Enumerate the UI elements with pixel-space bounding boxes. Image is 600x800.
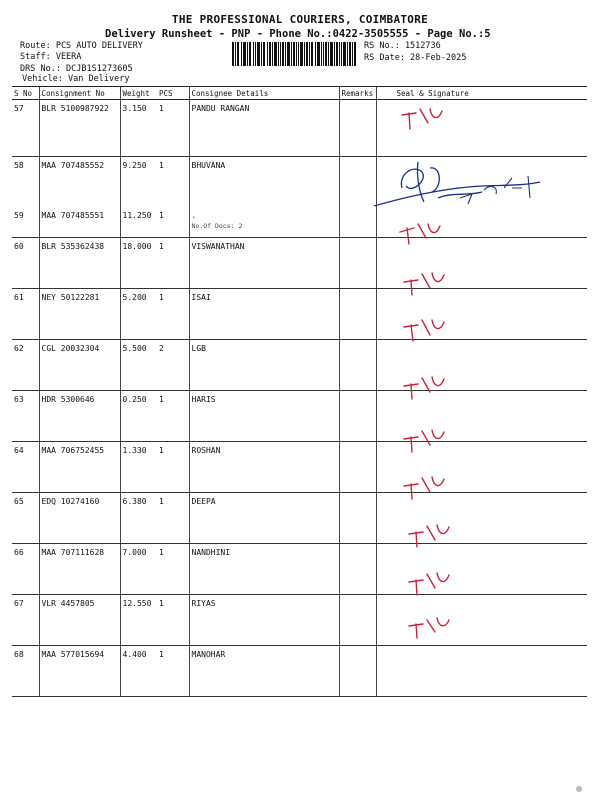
cell-pcs: 1 [157,289,189,340]
cell-consignee: BHUVANA [189,157,339,208]
cell-consignment: MAA 707485551 [39,207,120,238]
col-sno: S No [12,87,39,100]
cell-remarks [339,207,376,238]
cell-pcs: 1 [157,544,189,595]
table-row [12,100,587,157]
table-row [12,289,587,340]
cell-consignment: BLR 535362438 [39,238,120,289]
handwritten-mark [396,218,456,248]
cell-sno: 62 [12,340,39,391]
handwritten-mark [400,268,460,298]
cell-weight: 1.330 [120,442,157,493]
table-row [12,340,587,391]
cell-consignee: HARIS [189,391,339,442]
handwritten-mark [400,372,460,402]
cell-consignee: NANDHINI [189,544,339,595]
route-label: Route: PCS AUTO DELIVERY [20,41,143,51]
table-row [12,391,587,442]
handwritten-mark [400,472,460,502]
cell-consignment: MAA 706752455 [39,442,120,493]
drs-number: DRS No.: DCJB1S1273605 [20,64,133,74]
cell-consignee: MANOHAR [189,646,339,697]
cell-pcs: 1 [157,100,189,157]
table-header-row [12,87,587,100]
cell-weight: 12.550 [120,595,157,646]
runsheet-subtitle: Delivery Runsheet - PNP - Phone No.:0422-3505555 - Page No.:5 [105,28,491,40]
cell-consignee: PANDU RANGAN [189,100,339,157]
cell-sno: 59 [12,207,39,238]
cell-sno: 58 [14,161,24,170]
cell-remarks [339,238,376,289]
cell-pcs: 1 [157,442,189,493]
cell-consignment: MAA 707485552 [39,157,120,208]
cell-remarks [339,289,376,340]
signature [372,158,542,212]
cell-consignee: ROSHAN [189,442,339,493]
cell-remarks [339,646,376,697]
cell-remarks [339,442,376,493]
vehicle-label: Vehicle: Van Delivery [22,74,130,84]
table-row [12,442,587,493]
table-row [12,646,587,697]
cell-consignment: MAA 577015694 [39,646,120,697]
cell-sno: 68 [12,646,39,697]
cell-pcs: 1 [157,646,189,697]
cell-sno: 66 [12,544,39,595]
cell-remarks [339,595,376,646]
cell-sno: 64 [12,442,39,493]
cell-weight: 7.000 [120,544,157,595]
docs-count: No.Of Docs: 2 [191,222,243,230]
cell-remarks [339,100,376,157]
cell-weight: 0.250 [120,391,157,442]
cell-sno: 63 [12,391,39,442]
cell-consignment: HDR 5300646 [39,391,120,442]
cell-pcs: 1 [157,391,189,442]
cell-weight: 5.200 [120,289,157,340]
table-row [12,544,587,595]
cell-consignee: ISAI [189,289,339,340]
handwritten-mark [405,612,465,642]
cell-consignment: CGL 20032304 [39,340,120,391]
cell-consignment: EDQ 10274160 [39,493,120,544]
handwritten-mark [405,568,465,598]
company-title: THE PROFESSIONAL COURIERS, COIMBATORE [171,13,429,26]
col-pcs: PCS [157,87,189,100]
col-remarks: Remarks [339,87,376,100]
handwritten-mark [398,105,458,135]
cell-consignment: BLR 5100987922 [39,100,120,157]
handwritten-mark [400,315,460,345]
staff-label: Staff: VEERA [20,52,82,62]
cell-pcs: 1 [157,238,189,289]
col-weight: Weight [120,87,157,100]
cell-consignee: RIYAS [189,595,339,646]
cell-consignment: VLR 4457805 [39,595,120,646]
cell-sno: 65 [12,493,39,544]
rs-date: RS Date: 28-Feb-2025 [364,53,467,63]
col-consignment: Consignment No [39,87,120,100]
cell-weight: 3.150 [120,100,157,157]
col-seal: Seal & Signature [376,87,587,100]
rs-number: RS No.: 1512736 [364,41,441,51]
consignee-name: . [191,211,197,220]
cell-consignment: MAA 707111628 [39,544,120,595]
scan-dot [576,786,582,792]
cell-remarks [339,493,376,544]
cell-weight: 18.000 [120,238,157,289]
cell-consignee: VISWANATHAN [189,238,339,289]
cell-pcs: 1 [157,207,189,238]
cell-consignment: NEY 50122281 [39,289,120,340]
cell-pcs: 1 [159,161,164,170]
cell-sno: 67 [12,595,39,646]
cell-remarks [339,544,376,595]
cell-remarks [339,157,376,208]
cell-sno: 60 [12,238,39,289]
cell-consignee [189,207,339,238]
cell-sno: 61 [12,289,39,340]
table-row [12,238,587,289]
cell-pcs: 1 [157,493,189,544]
cell-seal [376,646,587,697]
cell-weight: 5.500 [120,340,157,391]
cell-weight: 4.400 [120,646,157,697]
cell-sno: 57 [12,100,39,157]
cell-consignee: LGB [189,340,339,391]
cell-weight: 6.380 [120,493,157,544]
handwritten-mark [405,520,465,550]
cell-remarks [339,340,376,391]
cell-pcs: 1 [157,595,189,646]
cell-consignee: DEEPA [189,493,339,544]
barcode-image [232,42,356,66]
cell-remarks [339,391,376,442]
table-row [12,493,587,544]
cell-weight: 11.250 [120,207,157,238]
col-consignee: Consignee Details [189,87,339,100]
handwritten-mark [400,425,460,455]
cell-weight: 9.250 [120,157,157,208]
cell-pcs: 2 [157,340,189,391]
table-row [12,595,587,646]
